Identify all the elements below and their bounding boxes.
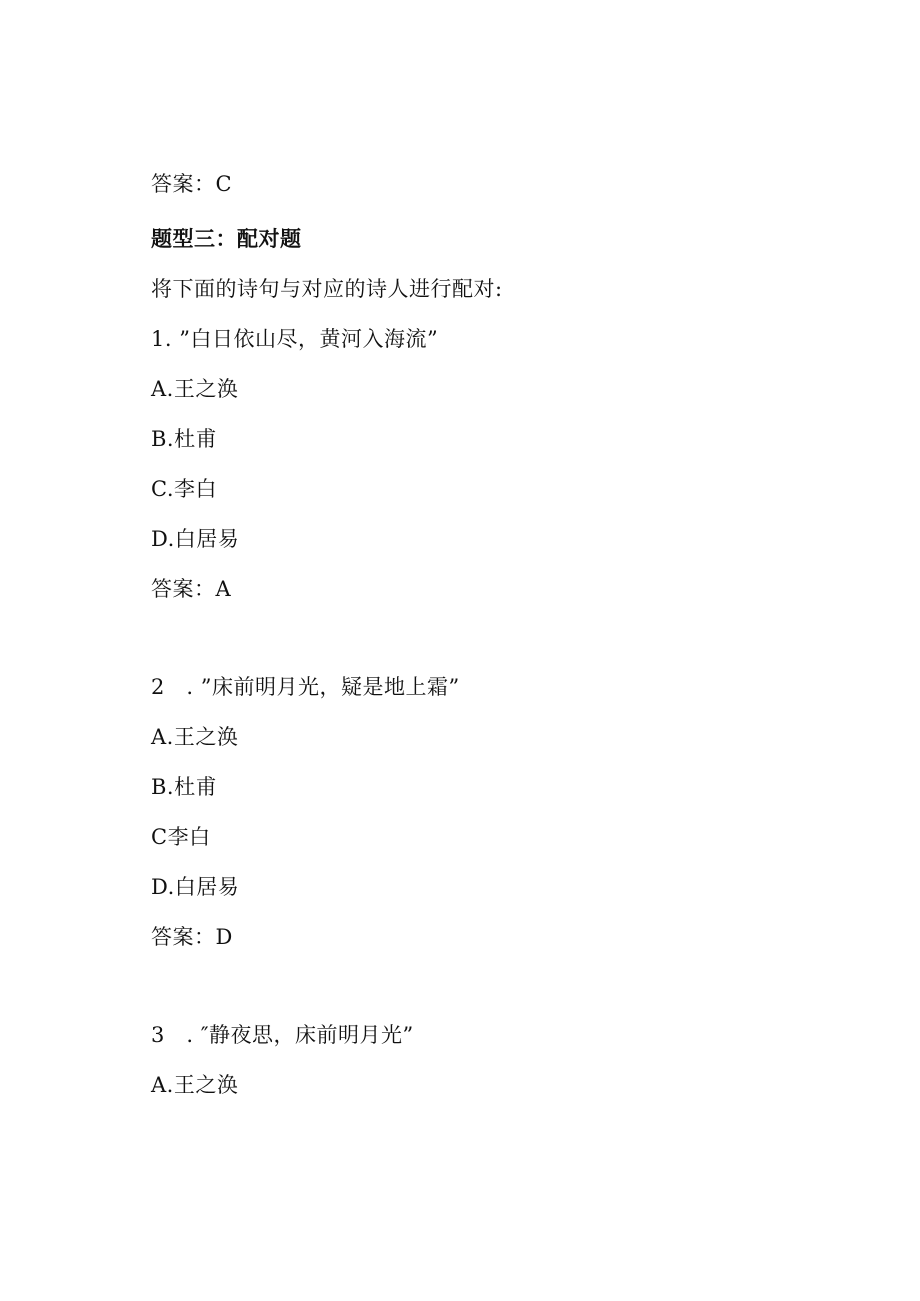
question-prompt: 2 . ”床前明月光，疑是地上霜” bbox=[151, 675, 460, 699]
answer-line: 答案：A bbox=[151, 577, 232, 601]
option-item: D.白居易 bbox=[151, 527, 240, 551]
answer-line: 答案：D bbox=[151, 925, 233, 949]
option-item: C.李白 bbox=[151, 477, 217, 501]
option-item: A.王之涣 bbox=[151, 1073, 239, 1097]
question-prompt: 1. ”白日依山尽，黄河入海流” bbox=[151, 327, 439, 351]
option-item: B.杜甫 bbox=[151, 775, 218, 799]
instruction-text: 将下面的诗句与对应的诗人进行配对: bbox=[151, 277, 503, 301]
option-item: B.杜甫 bbox=[151, 427, 218, 451]
option-item: D.白居易 bbox=[151, 875, 240, 899]
answer-line: 答案：C bbox=[151, 172, 233, 196]
question-prompt: 3 . ″静夜思，床前明月光” bbox=[151, 1023, 414, 1047]
option-item: C李白 bbox=[151, 825, 211, 849]
option-item: A.王之涣 bbox=[151, 725, 239, 749]
option-item: A.王之涣 bbox=[151, 377, 239, 401]
section-title: 题型三：配对题 bbox=[151, 227, 302, 251]
